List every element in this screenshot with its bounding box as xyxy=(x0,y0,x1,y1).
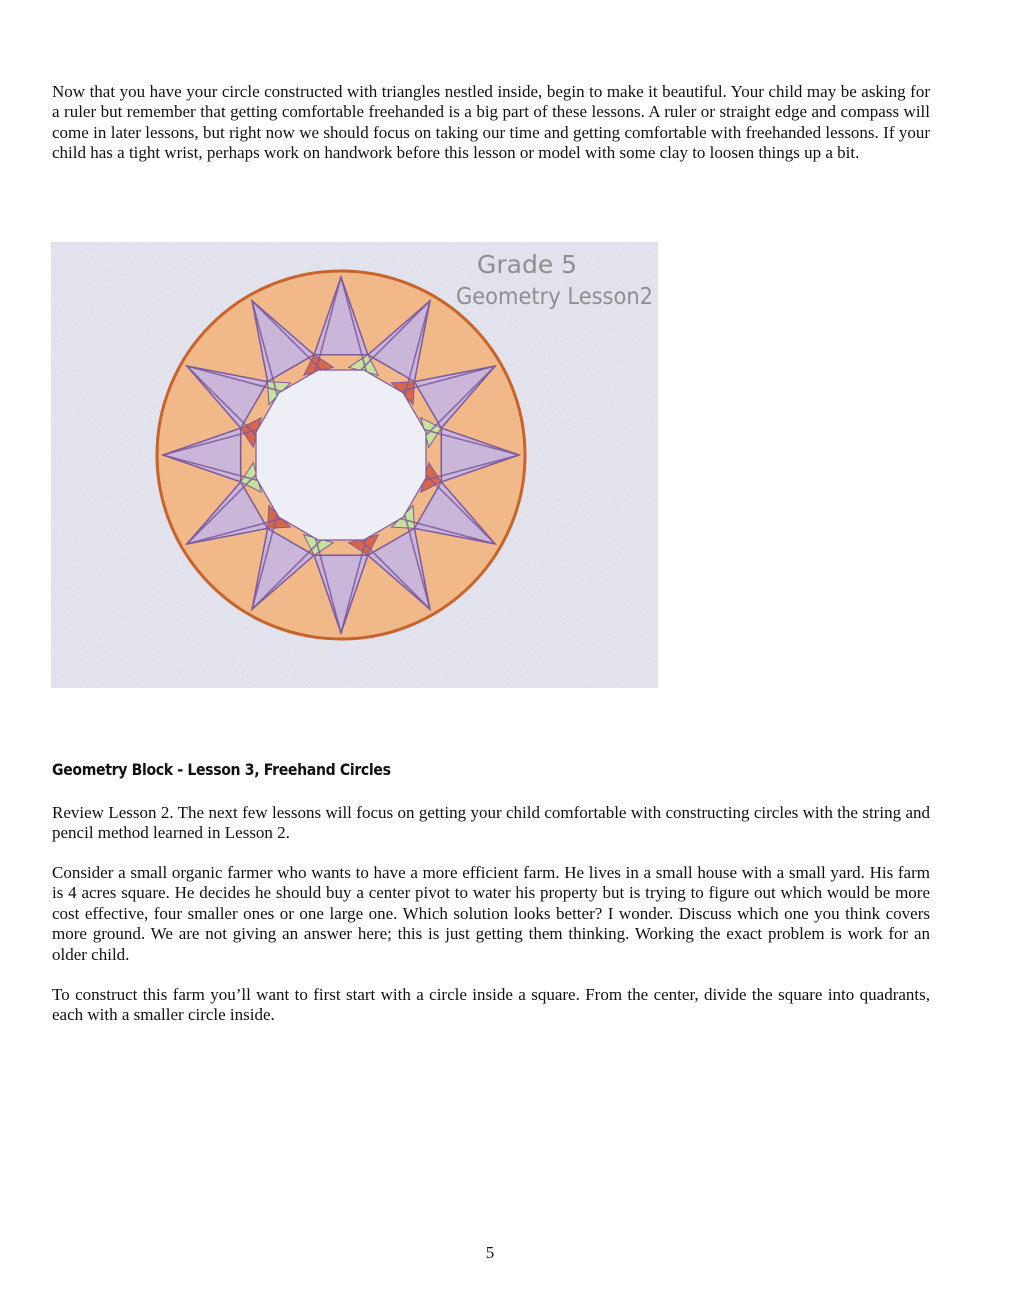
farmer-paragraph: Consider a small organic farmer who wants to have a more efficient farm. He lives in a small house with a small yard. His farm is 4 acres square. He decides he should buy a center pivot to water his property but is trying to figure out which would be more cost effective, four smaller ones or one large one. Which solution looks better? I wonder. Discuss which one you think covers more ground. We are not giving an answer here; this is just getting them thinking. Working the exact problem is work for an older child. xyxy=(52,863,930,964)
construct-paragraph: To construct this farm you’ll want to first start with a circle inside a square. From the center, divide the square into quadrants, each with a smaller circle inside. xyxy=(52,985,930,1025)
review-paragraph: Review Lesson 2. The next few lessons will focus on getting your child comfortable with constructing circles with the string and pencil method learned in Lesson 2. xyxy=(52,803,930,843)
section-heading: Geometry Block - Lesson 3, Freehand Circles xyxy=(52,760,391,779)
center-dodecagon xyxy=(256,370,426,540)
page-number: 5 xyxy=(485,1243,495,1262)
intro-paragraph: Now that you have your circle constructed with triangles nestled inside, begin to make it beautiful. Your child may be asking for a ruler but remember that getting comfortable freehanded is a big part of these lessons. A ruler or straight edge and compass will come in later lessons, but right now we should focus on taking our time and getting comfortable with freehanded lessons. If your child has a tight wrist, perhaps work on handwork before this lesson or model with some clay to loosen things up a bit. xyxy=(52,82,930,163)
drawing-caption-grade: Grade 5 xyxy=(477,250,578,279)
drawing-caption-lesson: Geometry Lesson2 xyxy=(456,284,653,310)
geometry-drawing xyxy=(51,242,658,688)
